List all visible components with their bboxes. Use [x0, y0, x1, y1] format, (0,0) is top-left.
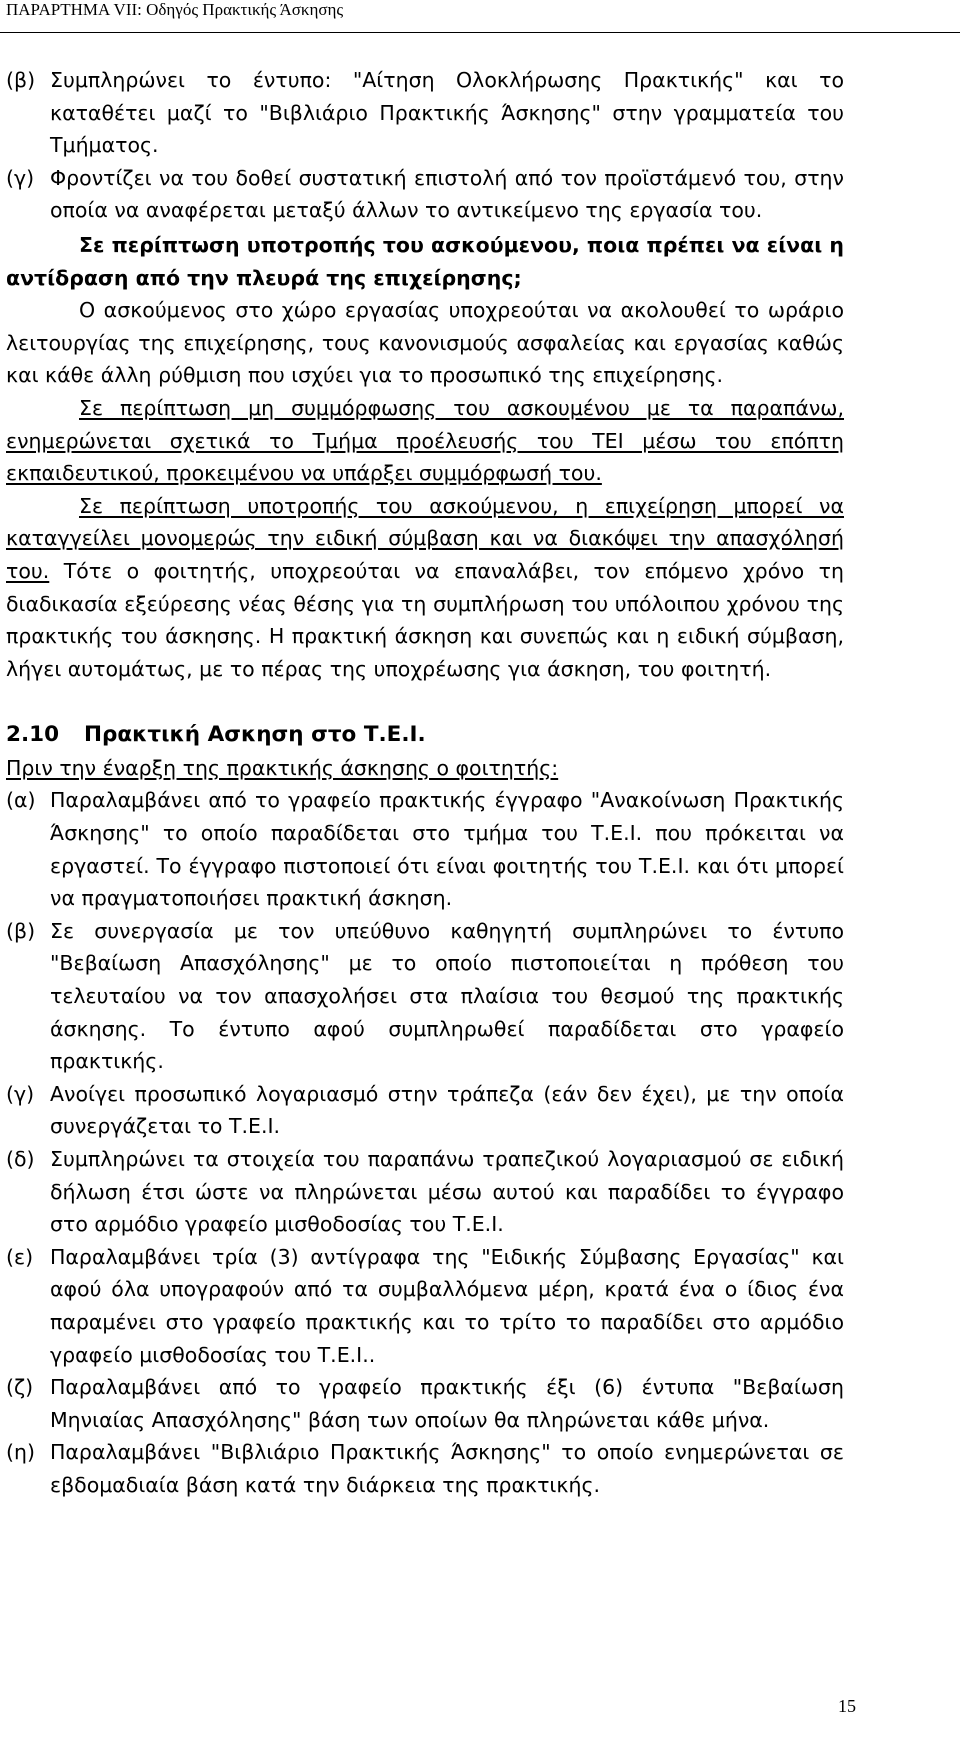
section-intro — [6, 752, 844, 785]
list-marker: (γ) — [6, 1081, 35, 1106]
relapse-paragraph — [6, 490, 844, 686]
list-text: Παραλαμβάνει από το γραφείο πρακτικής έξι (6) έντυπα "Βεβαίωση Μηνιαίας Απασχόλησης" βάση των οποίων θα πληρώνεται κάθε μήνα. — [50, 1375, 844, 1432]
list-item-h — [6, 1436, 844, 1501]
document-body — [6, 64, 844, 1502]
list-marker: (β) — [6, 918, 36, 943]
noncompliance-paragraph — [6, 392, 844, 490]
list-item-b — [6, 915, 844, 1078]
list-item-a — [6, 784, 844, 914]
header-rule — [0, 32, 960, 33]
list-text: Συμπληρώνει τα στοιχεία του παραπάνω τραπεζικού λογαριασμού σε ειδική δήλωση έτσι ώστε να πληρώνεται μέσω αυτού και παραδίδει το έγγραφο στο αρμόδιο γραφείο μισθοδοσίας του Τ.Ε.Ι. — [50, 1147, 844, 1237]
section-number: 2.10 — [6, 722, 60, 748]
list-item-z — [6, 1371, 844, 1436]
list-marker: (δ) — [6, 1147, 35, 1171]
underlined-text: Πριν την έναρξη της πρακτικής άσκησης ο φοιτητής: — [6, 755, 559, 780]
list-item-d — [6, 1143, 844, 1241]
list-text: Παραλαμβάνει "Βιβλιάριο Πρακτικής Άσκησης" το οποίο ενημερώνεται σε εβδομαδιαία βάση κατά την διάρκεια της πρακτικής. — [50, 1440, 844, 1497]
list-text: Παραλαμβάνει τρία (3) αντίγραφα της "Ειδικής Σύμβασης Εργασίας" και αφού όλα υπογραφούν από τα συμβαλλόμενα μέρη, κρατά ένα ο ίδιος ένα παραμένει στο γραφείο πρακτικής και το τρίτο το παραδίδει στο αρμόδιο γραφείο μισθοδοσίας του Τ.Ε.Ι.. — [50, 1244, 844, 1367]
list-text: Παραλαμβάνει από το γραφείο πρακτικής έγγραφο "Ανακοίνωση Πρακτικής Άσκησης" το οποίο παραδίδεται στο τμήμα του Τ.Ε.Ι. που πρόκειται να εργαστεί. Το έγγραφο πιστοποιεί ότι είναι φοιτητής του Τ.Ε.Ι. και ότι μπορεί να πραγματοποιήσει πρακτική άσκηση. — [50, 788, 844, 911]
list-marker: (ε) — [6, 1244, 34, 1269]
answer-paragraph: Ο ασκούμενος στο χώρο εργασίας υποχρεούται να ακολουθεί το ωράριο λειτουργίας της επιχείρησης, τους κανονισμούς ασφαλείας και εργασίας καθώς και κάθε άλλη ρύθμιση που ισχύει για το προσωπικό της επιχείρησης. — [6, 298, 844, 388]
list-text: Σε συνεργασία με τον υπεύθυνο καθηγητή συμπληρώνει το έντυπο "Βεβαίωση Απασχόλησης" με το οποίο πιστοποιείται η πρόθεση του τελευταίου να τον απασχολήσει στα πλαίσια του θεσμού της πρακτικής άσκησης. Το έντυπο αφού συμπληρωθεί παραδίδεται στο γραφείο πρακτικής. — [50, 918, 844, 1074]
section-title: Πρακτική Ασκηση στο Τ.Ε.Ι. — [84, 722, 426, 748]
section-heading — [6, 719, 844, 752]
running-header: ΠΑΡΑΡΤΗΜΑ VII: Οδηγός Πρακτικής Άσκησης — [6, 0, 344, 19]
list-marker: (β) — [6, 68, 36, 92]
underlined-text: Σε περίπτωση υποτροπής του ασκούμενου, η επιχείρηση μπορεί να καταγγείλει μονομερώς την ειδική σύμβαση και να διακόψει την απασχόλησή του. — [6, 493, 844, 583]
list-item-e — [6, 1241, 844, 1371]
paragraph-text: Τότε ο φοιτητής, υποχρεούται να επαναλάβει, τον επόμενο χρόνο τη διαδικασία εξεύρεσης νέας θέσης για τη συμπλήρωση του υπόλοιπου χρόνου της πρακτικής του άσκησης. Η πρακτική άσκηση και συνεπώς και η ειδική σύμβαση, λήγει αυτομάτως, με το πέρας της υποχρέωσης για άσκηση, του φοιτητή. — [6, 558, 844, 681]
underlined-text: Σε περίπτωση μη συμμόρφωσης του ασκουμένου με τα παραπάνω, ενημερώνεται σχετικά το Τμήμα προέλευσής του ΤΕΙ μέσω του επόπτη εκπαιδευτικού, προκειμένου να υπάρξει συμμόρφωσή του. — [6, 395, 844, 486]
list-text: Ανοίγει προσωπικό λογαριασμό στην τράπεζα (εάν δεν έχει), με την οποία συνεργάζεται το Τ.Ε.Ι. — [50, 1081, 844, 1139]
list-item-c-top — [6, 162, 844, 227]
list-marker: (η) — [6, 1440, 35, 1465]
list-marker: (ζ) — [6, 1375, 34, 1400]
list-text: Φροντίζει να του δοθεί συστατική επιστολή από τον προϊστάμενό του, στην οποία να αναφέρεται μεταξύ άλλων το αντικείμενο της εργασία του. — [50, 165, 844, 223]
page-number: 15 — [838, 1696, 856, 1716]
list-marker: (α) — [6, 788, 36, 813]
question-heading: Σε περίπτωση υποτροπής του ασκούμενου, ποια πρέπει να είναι η αντίδραση από την πλευρά της επιχείρησης; — [6, 232, 844, 290]
list-item-c — [6, 1078, 844, 1143]
list-text: Συμπληρώνει το έντυπο: "Αίτηση Ολοκλήρωσης Πρακτικής" και το καταθέτει μαζί το "Βιβλιάριο Πρακτικής Άσκησης" στην γραμματεία του Τμήματος. — [50, 68, 844, 158]
list-item-b-top — [6, 64, 844, 162]
list-marker: (γ) — [6, 165, 35, 190]
